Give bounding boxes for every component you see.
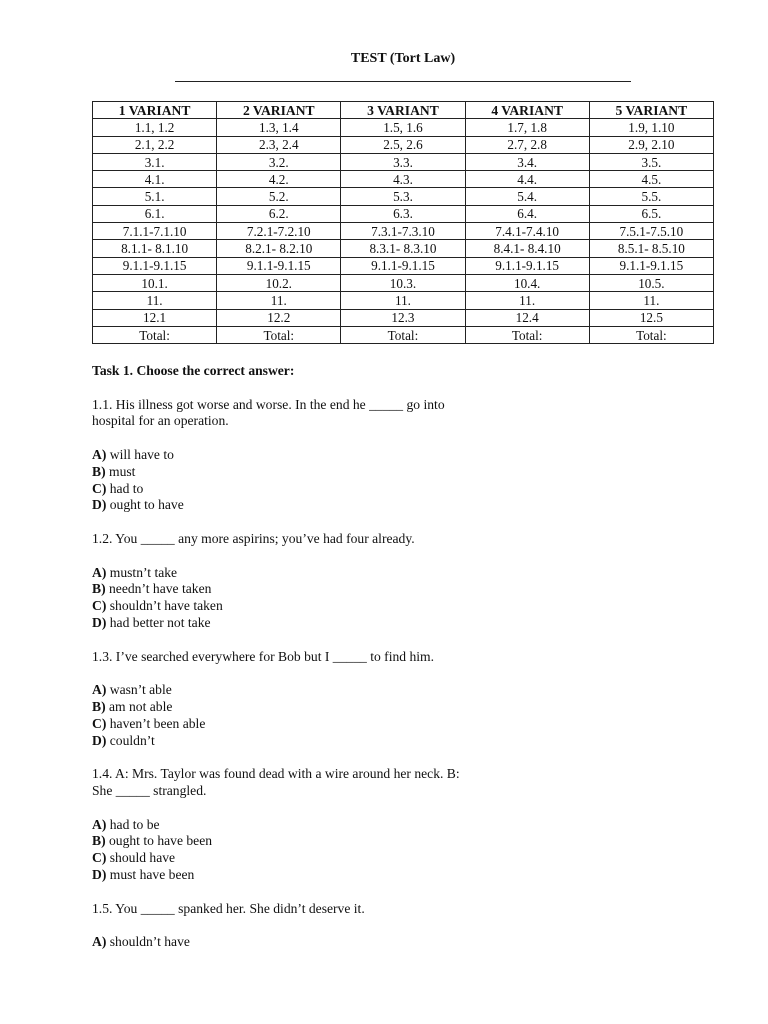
table-cell: 5.3. bbox=[341, 188, 465, 205]
question-text: 1.2. You _____ any more aspirins; you’ve had four already. bbox=[92, 530, 415, 546]
table-cell: Total: bbox=[341, 326, 465, 343]
table-header-row bbox=[93, 102, 714, 119]
table-row bbox=[93, 171, 714, 188]
option-text: must have been bbox=[106, 866, 195, 882]
table-cell: 4.5. bbox=[589, 171, 713, 188]
option-letter: A) bbox=[92, 564, 107, 580]
question-text: 1.4. A: Mrs. Taylor was found dead with a wire around her neck. B: She _____ strangled. bbox=[92, 766, 460, 798]
table-cell: 10.1. bbox=[93, 274, 217, 291]
table-row bbox=[93, 326, 714, 343]
option-text: couldn’t bbox=[106, 732, 155, 748]
table-cell: 7.4.1-7.4.10 bbox=[465, 223, 589, 240]
option-text: ought to have been bbox=[105, 833, 213, 849]
table-cell: 2.1, 2.2 bbox=[93, 136, 217, 153]
table-row bbox=[93, 119, 714, 136]
question-text: 1.5. You _____ spanked her. She didn’t deserve it. bbox=[92, 900, 365, 916]
option-text: had to bbox=[106, 480, 144, 496]
answer-option bbox=[92, 581, 472, 598]
table-row bbox=[93, 188, 714, 205]
option-letter: C) bbox=[92, 850, 107, 866]
answer-option bbox=[92, 716, 472, 733]
table-cell: 5.4. bbox=[465, 188, 589, 205]
table-cell: 10.3. bbox=[341, 274, 465, 291]
table-cell: 11. bbox=[341, 292, 465, 309]
answer-option bbox=[92, 699, 472, 716]
table-cell: 8.4.1- 8.4.10 bbox=[465, 240, 589, 257]
table-cell: 9.1.1-9.1.15 bbox=[341, 257, 465, 274]
table-cell: 4.4. bbox=[465, 171, 589, 188]
question-list bbox=[92, 397, 472, 951]
table-cell: 12.1 bbox=[93, 309, 217, 326]
table-row bbox=[93, 240, 714, 257]
table-cell: Total: bbox=[589, 326, 713, 343]
table-cell: 9.1.1-9.1.15 bbox=[217, 257, 341, 274]
answer-options bbox=[92, 934, 472, 951]
option-letter: D) bbox=[92, 732, 107, 748]
answer-option bbox=[92, 565, 472, 582]
table-cell: 12.3 bbox=[341, 309, 465, 326]
table-cell: 6.5. bbox=[589, 205, 713, 222]
table-cell: 12.5 bbox=[589, 309, 713, 326]
answer-option bbox=[92, 481, 472, 498]
answer-option bbox=[92, 615, 472, 632]
table-cell: 2.5, 2.6 bbox=[341, 136, 465, 153]
column-header: 3 VARIANT bbox=[341, 102, 465, 119]
table-cell: 11. bbox=[217, 292, 341, 309]
table-cell: 1.5, 1.6 bbox=[341, 119, 465, 136]
table-cell: 10.5. bbox=[589, 274, 713, 291]
option-text: had to be bbox=[106, 816, 160, 832]
table-cell: 12.4 bbox=[465, 309, 589, 326]
table-cell: 6.2. bbox=[217, 205, 341, 222]
table-cell: 2.3, 2.4 bbox=[217, 136, 341, 153]
table-cell: 4.1. bbox=[93, 171, 217, 188]
option-text: ought to have bbox=[106, 497, 184, 513]
table-cell: 7.5.1-7.5.10 bbox=[589, 223, 713, 240]
table-cell: 8.2.1- 8.2.10 bbox=[217, 240, 341, 257]
table-cell: 4.3. bbox=[341, 171, 465, 188]
option-text: shouldn’t have bbox=[106, 934, 190, 950]
table-cell: 4.2. bbox=[217, 171, 341, 188]
answer-option bbox=[92, 833, 472, 850]
table-cell: 6.4. bbox=[465, 205, 589, 222]
option-text: wasn’t able bbox=[106, 682, 172, 698]
option-letter: B) bbox=[92, 463, 106, 479]
option-text: am not able bbox=[105, 698, 173, 714]
title-underline bbox=[175, 81, 631, 82]
question-text: 1.1. His illness got worse and worse. In the end he _____ go into hospital for an operation. bbox=[92, 396, 445, 429]
table-cell: 12.2 bbox=[217, 309, 341, 326]
option-text: will have to bbox=[106, 446, 174, 462]
answer-option bbox=[92, 464, 472, 481]
table-cell: 7.2.1-7.2.10 bbox=[217, 223, 341, 240]
option-letter: C) bbox=[92, 480, 107, 496]
answer-option bbox=[92, 934, 472, 951]
table-cell: 7.1.1-7.1.10 bbox=[93, 223, 217, 240]
table-cell: 1.7, 1.8 bbox=[465, 119, 589, 136]
table-cell: 11. bbox=[465, 292, 589, 309]
task-heading: Task 1. Choose the correct answer: bbox=[92, 363, 295, 378]
table-row bbox=[93, 292, 714, 309]
answer-option bbox=[92, 682, 472, 699]
table-cell: 3.5. bbox=[589, 153, 713, 170]
table-row bbox=[93, 257, 714, 274]
column-header: 1 VARIANT bbox=[93, 102, 217, 119]
option-text: had better not take bbox=[106, 614, 211, 630]
option-letter: D) bbox=[92, 866, 107, 882]
answer-option bbox=[92, 817, 472, 834]
table-cell: 5.1. bbox=[93, 188, 217, 205]
table-cell: 8.1.1- 8.1.10 bbox=[93, 240, 217, 257]
table-cell: Total: bbox=[217, 326, 341, 343]
table-cell: 3.4. bbox=[465, 153, 589, 170]
document-title: TEST (Tort Law) bbox=[350, 51, 456, 66]
variants-table bbox=[92, 101, 714, 344]
answer-options bbox=[92, 817, 472, 884]
option-text: shouldn’t have taken bbox=[106, 598, 223, 614]
answer-option bbox=[92, 733, 472, 750]
table-cell: 1.9, 1.10 bbox=[589, 119, 713, 136]
column-header: 4 VARIANT bbox=[465, 102, 589, 119]
table-cell: Total: bbox=[465, 326, 589, 343]
column-header: 5 VARIANT bbox=[589, 102, 713, 119]
table-row bbox=[93, 153, 714, 170]
column-header: 2 VARIANT bbox=[217, 102, 341, 119]
table-cell: 5.5. bbox=[589, 188, 713, 205]
table-cell: Total: bbox=[93, 326, 217, 343]
option-letter: A) bbox=[92, 682, 107, 698]
table-cell: 9.1.1-9.1.15 bbox=[93, 257, 217, 274]
option-letter: A) bbox=[92, 934, 107, 950]
option-letter: D) bbox=[92, 614, 107, 630]
table-cell: 11. bbox=[589, 292, 713, 309]
option-text: mustn’t take bbox=[106, 564, 178, 580]
option-letter: A) bbox=[92, 446, 107, 462]
option-letter: B) bbox=[92, 833, 106, 849]
table-cell: 6.1. bbox=[93, 205, 217, 222]
table-cell: 6.3. bbox=[341, 205, 465, 222]
option-letter: D) bbox=[92, 497, 107, 513]
option-letter: B) bbox=[92, 698, 106, 714]
table-cell: 11. bbox=[93, 292, 217, 309]
answer-option bbox=[92, 867, 472, 884]
table-cell: 3.3. bbox=[341, 153, 465, 170]
option-text: needn’t have taken bbox=[105, 581, 212, 597]
table-cell: 8.5.1- 8.5.10 bbox=[589, 240, 713, 257]
table-cell: 5.2. bbox=[217, 188, 341, 205]
question-text: 1.3. I’ve searched everywhere for Bob but I _____ to find him. bbox=[92, 648, 435, 664]
table-cell: 3.2. bbox=[217, 153, 341, 170]
option-text: must bbox=[105, 463, 136, 479]
table-cell: 9.1.1-9.1.15 bbox=[465, 257, 589, 274]
table-cell: 1.1, 1.2 bbox=[93, 119, 217, 136]
answer-option bbox=[92, 447, 472, 464]
option-letter: C) bbox=[92, 715, 107, 731]
option-letter: B) bbox=[92, 581, 106, 597]
table-cell: 7.3.1-7.3.10 bbox=[341, 223, 465, 240]
table-cell: 10.4. bbox=[465, 274, 589, 291]
answer-options bbox=[92, 447, 472, 514]
option-letter: C) bbox=[92, 598, 107, 614]
table-body bbox=[93, 119, 714, 344]
table-cell: 2.7, 2.8 bbox=[465, 136, 589, 153]
task-section bbox=[92, 363, 472, 968]
table-row bbox=[93, 274, 714, 291]
answer-option bbox=[92, 850, 472, 867]
table-row bbox=[93, 309, 714, 326]
answer-options bbox=[92, 565, 472, 632]
table-row bbox=[93, 205, 714, 222]
answer-options bbox=[92, 682, 472, 749]
answer-option bbox=[92, 598, 472, 615]
table-row bbox=[93, 136, 714, 153]
table-row bbox=[93, 223, 714, 240]
table-cell: 10.2. bbox=[217, 274, 341, 291]
table-cell: 9.1.1-9.1.15 bbox=[589, 257, 713, 274]
answer-option bbox=[92, 497, 472, 514]
option-text: haven’t been able bbox=[106, 715, 206, 731]
table-cell: 1.3, 1.4 bbox=[217, 119, 341, 136]
table-cell: 2.9, 2.10 bbox=[589, 136, 713, 153]
option-letter: A) bbox=[92, 816, 107, 832]
table-cell: 3.1. bbox=[93, 153, 217, 170]
table-cell: 8.3.1- 8.3.10 bbox=[341, 240, 465, 257]
option-text: should have bbox=[106, 850, 176, 866]
